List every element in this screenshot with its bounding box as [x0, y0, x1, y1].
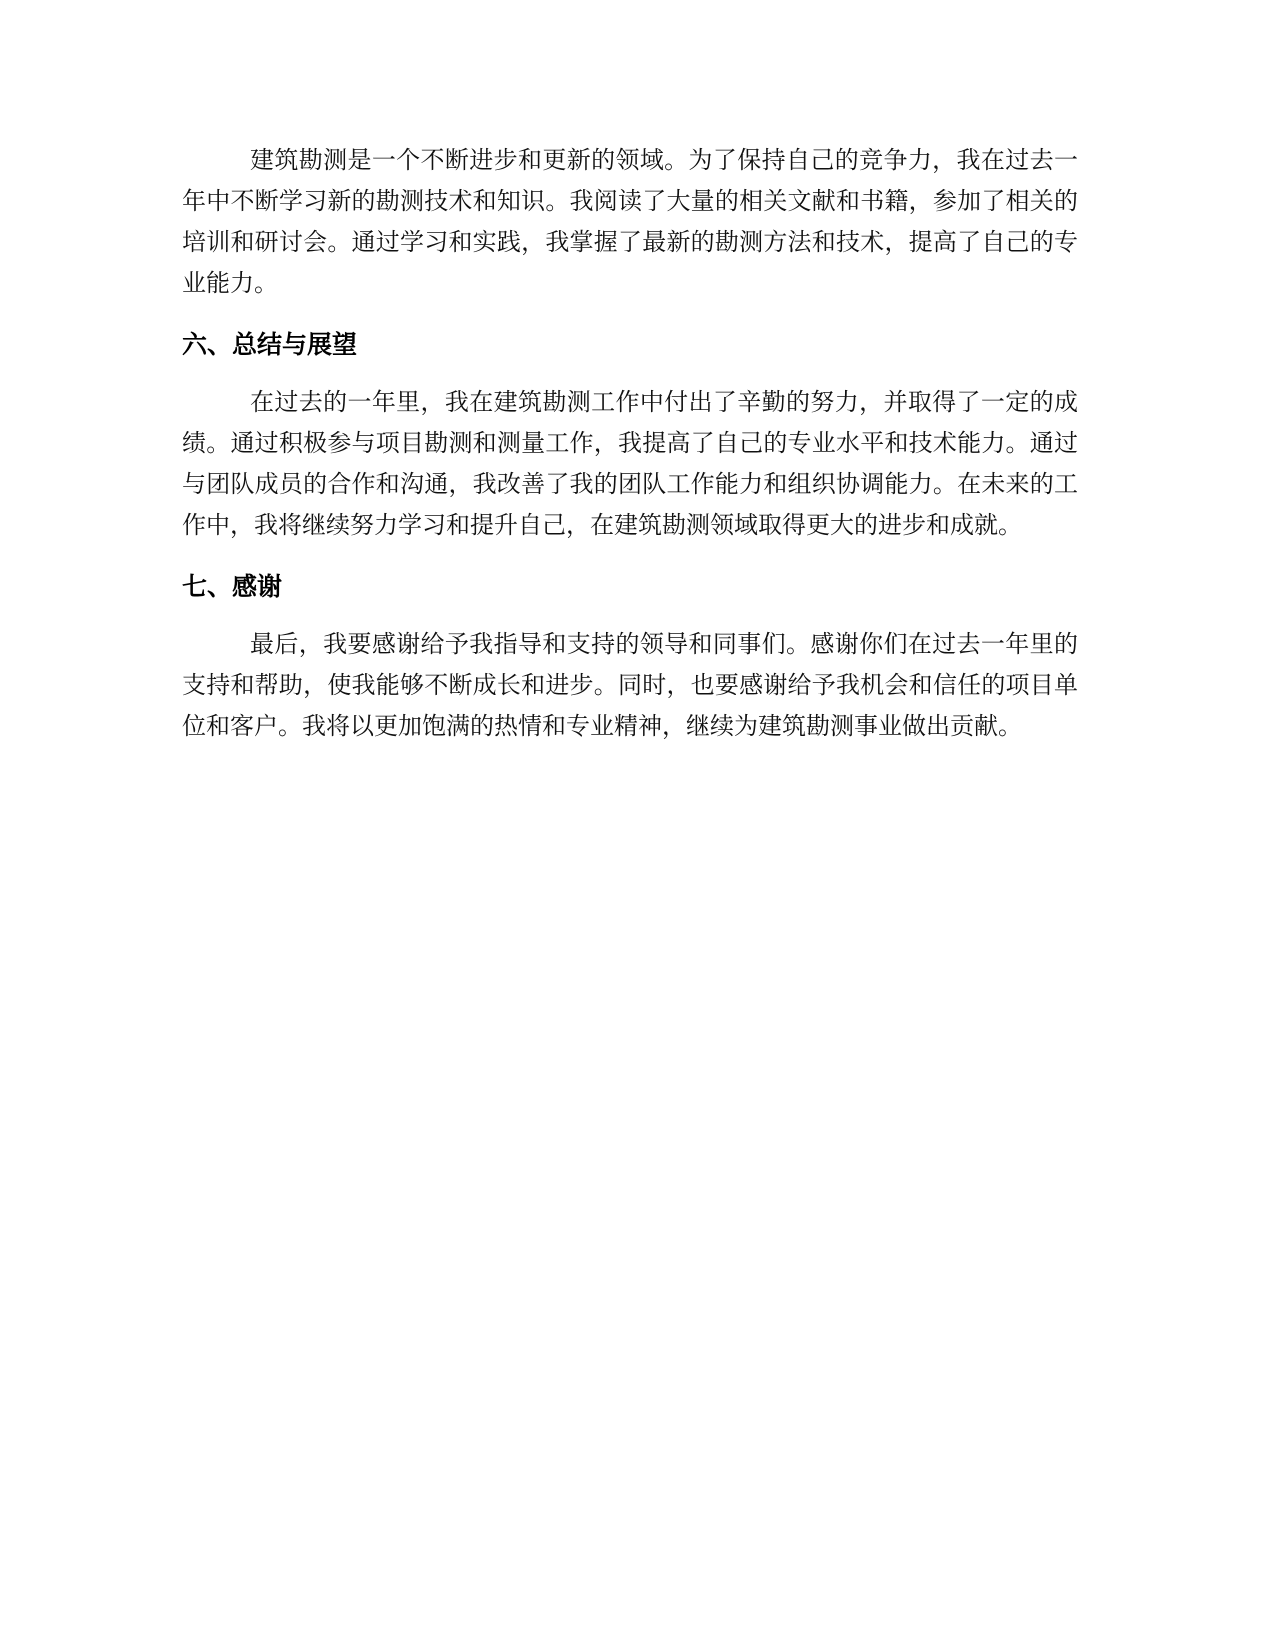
section-paragraph: 最后，我要感谢给予我指导和支持的领导和同事们。感谢你们在过去一年里的支持和帮助，使我能够不断成长和进步。同时，也要感谢给予我机会和信任的项目单位和客户。我将以更加饱满的热情和专业精神，继续为建筑勘测事业做出贡献。 — [182, 630, 1078, 740]
section-summary — [182, 328, 1078, 546]
section-thanks — [182, 570, 1078, 747]
section-heading: 六、总结与展望 — [182, 330, 358, 359]
section-paragraph: 在过去的一年里，我在建筑勘测工作中付出了辛勤的努力，并取得了一定的成绩。通过积极参与项目勘测和测量工作，我提高了自己的专业水平和技术能力。通过与团队成员的合作和沟通，我改善了我的团队工作能力和组织协调能力。在未来的工作中，我将继续努力学习和提升自己，在建筑勘测领域取得更大的进步和成就。 — [182, 388, 1078, 539]
intro-paragraph: 建筑勘测是一个不断进步和更新的领域。为了保持自己的竞争力，我在过去一年中不断学习新的勘测技术和知识。我阅读了大量的相关文献和书籍，参加了相关的培训和研讨会。通过学习和实践，我掌握了最新的勘测方法和技术，提高了自己的专业能力。 — [182, 146, 1078, 297]
section-heading: 七、感谢 — [182, 572, 283, 601]
document-body — [182, 140, 1078, 747]
